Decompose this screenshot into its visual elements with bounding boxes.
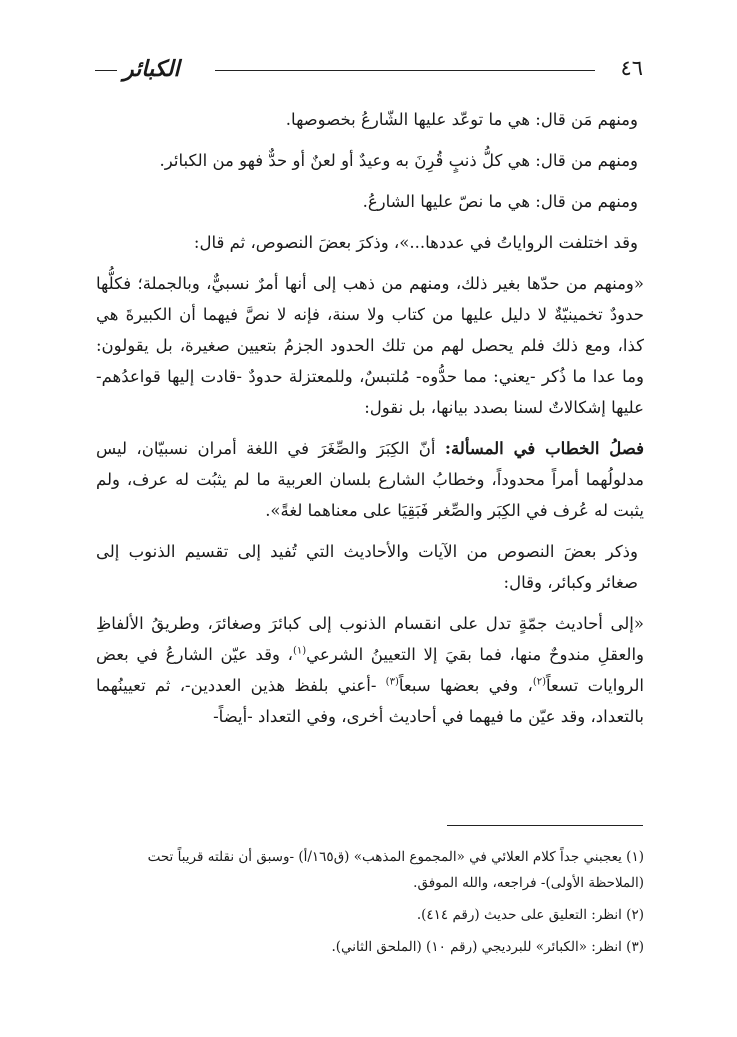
section-lead: فصلُ الخطاب في المسألة: (444, 439, 644, 458)
footnote-ref-1[interactable]: (١) (292, 645, 307, 657)
page-number: ٤٦ (620, 56, 643, 80)
footnotes (96, 844, 644, 960)
paragraph-4: وقد اختلفت الرواياتُ في عددها...»، وذكرَ بعضَ النصوص، ثم قال: (193, 233, 638, 252)
paragraph-6 (96, 433, 644, 526)
footnote-3: (٣) انظر: «الكبائر» للبرديجي (رقم ١٠) (الملحق الثاني). (331, 939, 644, 955)
paragraph-8-quote (96, 608, 644, 732)
paragraph-2: ومنهم من قال: هي كلُّ ذنبٍ قُرِنَ به وعيدٌ أو لعنٌ أو حدٌّ فهو من الكبائر. (159, 151, 638, 170)
header-rule (215, 70, 595, 71)
paragraph-8-part-d: -أعني بلفظ هذين العددين-، ثم تعيينُهما بالتعداد، وقد عيّن ما فيهما في أحاديث أخرى، وفي التعداد -أيضاً- (96, 676, 644, 726)
running-header (95, 56, 643, 86)
paragraph-5-quote: «ومنهم من حدّها بغير ذلك، ومنهم من ذهب إلى أنها أمرٌ نسبيٌّ، وبالجملة؛ فكلُّها حدودٌ تخمينيّةٌ لا دليل عليها من كتاب ولا سنة، فإنه لا نصَّ فيهما أن الكبيرةَ هي كذا، ومع ذلك فلم يحصل لهم من تلك الحدود الجزمُ بتعيين صغيرة، بل يقولون: وما عدا ما ذُكر -يعني: مما حدُّوه- مُلتبسٌ، وللمعتزلة حدودٌ -قادت إليها قواعدُهم- عليها إشكالاتٌ لسنا بصدد بيانها، بل نقول: (96, 274, 644, 417)
footnote-1-line-1: (١) يعجبني جداً كلام العلائي في «المجموع المذهب» (ق١٦٥/أ) -وسبق أن نقلته قريباً تحت (147, 849, 644, 865)
footnote-2: (٢) انظر: التعليق على حديث (رقم ٤١٤). (416, 907, 644, 923)
paragraph-7: وذكر بعضَ النصوص من الآيات والأحاديث التي تُفيد إلى تقسيم الذنوب إلى صغائر وكبائر، وقال: (96, 542, 638, 592)
paragraph-8-part-c: ، وفي بعضها سبعاً (398, 676, 533, 695)
footnote-1-line-2: (الملاحظة الأولى)- فراجعه، والله الموفق. (413, 875, 644, 891)
paragraph-8-part-a: «إلى أحاديث جمّةٍ تدل على انقسام الذنوب إلى كبائرَ وصغائرَ، وطريقُ الألفاظِ والعقلِ مندوحٌ منها، فما بقيَ إلا التعيينُ الشرعي (96, 614, 644, 664)
header-rule-left (95, 70, 117, 71)
footnote-ref-3[interactable]: (٣) (385, 676, 399, 688)
body-text (96, 104, 644, 732)
paragraph-1: ومنهم مَن قال: هي ما توعّد عليها الشّارعُ بخصوصها. (285, 110, 638, 129)
running-title: الكبائر (123, 56, 180, 82)
paragraph-3: ومنهم من قال: هي ما نصّ عليها الشارعُ. (362, 192, 638, 211)
paragraph-8-part-b: ، وقد عيّن الشارعُ في بعض الروايات تسعاً (96, 645, 644, 695)
footnote-separator (447, 825, 643, 826)
footnote-ref-2[interactable]: (٢) (532, 676, 547, 688)
paragraph-6-text: أنّ الكِبَرَ والصِّغَرَ في اللغة أمران نسبيّان، ليس مدلولُهما أمراً محدوداً، وخطابُ الشارع بلسان العربية ما لم يثبُت له عرف، ولم يثبت له عُرف في الكِبَر والصِّغر فَبَقِيَا على معناهما لغةً». (96, 439, 644, 520)
